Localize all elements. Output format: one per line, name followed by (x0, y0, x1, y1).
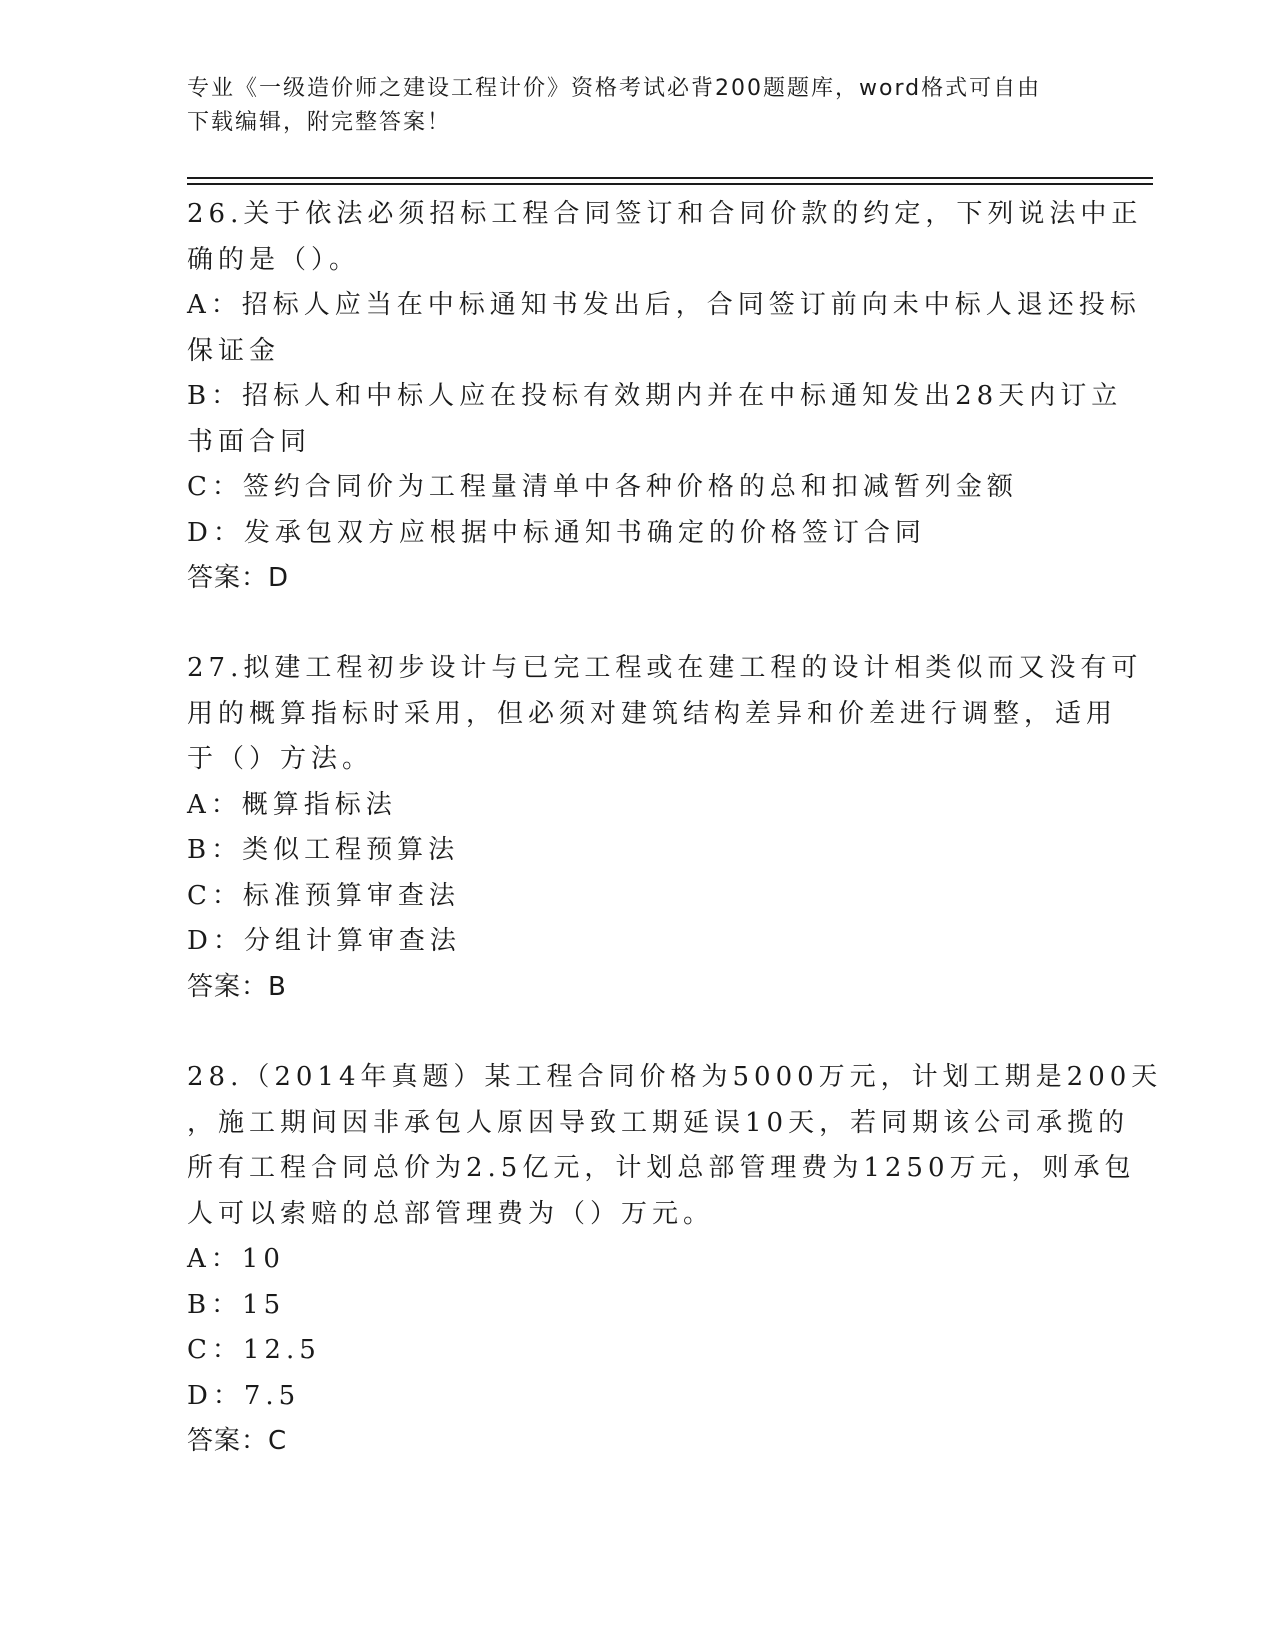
answer: 答案：C (187, 1426, 288, 1456)
question-27 (187, 646, 1143, 1010)
header-line-1: 专业《一级造价师之建设工程计价》资格考试必背200题题库，word格式可自由 (187, 76, 1042, 101)
option-c: C：标准预算审查法 (187, 880, 460, 911)
question-stem-line: 于（）方法。 (187, 744, 374, 774)
option-a-continued: 保证金 (187, 335, 281, 366)
question-stem-line: 28.（2014年真题）某工程合同价格为5000万元，计划工期是200天 (187, 1062, 1163, 1092)
question-stem-line: ，施工期间因非承包人原因导致工期延误10天，若同期该公司承揽的 (187, 1107, 1130, 1138)
option-d: D：分组计算审查法 (187, 926, 461, 956)
option-c: C：12.5 (187, 1335, 321, 1365)
question-26 (187, 192, 1143, 602)
question-stem-line: 所有工程合同总价为2.5亿元，计划总部管理费为1250万元，则承包 (187, 1153, 1136, 1183)
question-stem-line: 人可以索赔的总部管理费为（）万元。 (187, 1198, 715, 1229)
option-c: C：签约合同价为工程量清单中各种价格的总和扣减暂列金额 (187, 472, 1018, 502)
question-28 (187, 1055, 1163, 1465)
option-d: D：7.5 (187, 1380, 301, 1411)
option-d: D：发承包双方应根据中标通知书确定的价格签订合同 (187, 517, 926, 548)
header-line-2: 下载编辑，附完整答案！ (187, 110, 452, 135)
question-stem-line: 27.拟建工程初步设计与已完工程或在建工程的设计相类似而又没有可 (187, 653, 1143, 683)
question-stem-line: 确的是（）。 (187, 244, 361, 275)
header-divider-top (187, 177, 1153, 179)
answer: 答案：B (187, 971, 287, 1002)
answer: 答案：D (187, 563, 290, 593)
option-b: B：招标人和中标人应在投标有效期内并在中标通知发出28天内订立 (187, 381, 1123, 411)
page-header (187, 72, 1067, 140)
option-a: A：概算指标法 (187, 789, 397, 820)
question-stem-line: 用的概算指标时采用，但必须对建筑结构差异和价差进行调整，适用 (187, 698, 1118, 729)
option-b-continued: 书面合同 (187, 426, 312, 457)
question-stem-line: 26.关于依法必须招标工程合同签订和合同价款的约定，下列说法中正 (187, 199, 1143, 229)
option-a: A：招标人应当在中标通知书发出后，合同签订前向未中标人退还投标 (187, 290, 1141, 320)
option-a: A：10 (187, 1244, 285, 1274)
option-b: B：15 (187, 1289, 286, 1320)
header-divider-bottom (187, 183, 1153, 185)
option-b: B：类似工程预算法 (187, 835, 460, 865)
